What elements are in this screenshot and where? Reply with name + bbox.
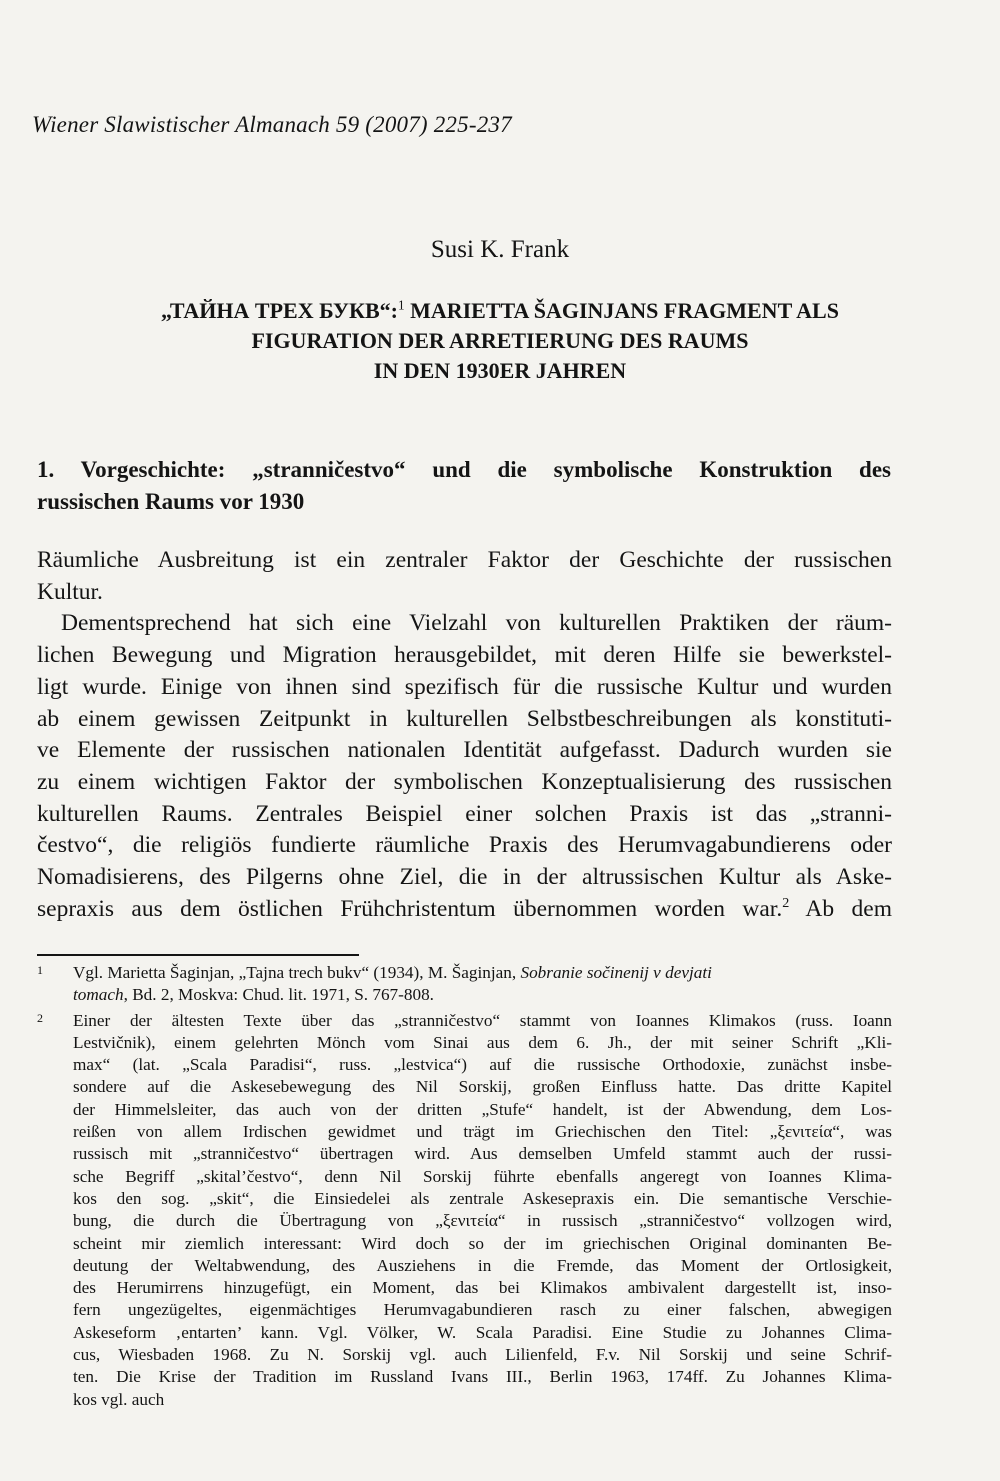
footnote-ref-1[interactable]: 1: [397, 297, 405, 313]
body-line: [37, 894, 892, 926]
body-line: Dementsprechend hat sich eine Vielzahl von kulturellen Praktiken der räum-: [61, 610, 892, 637]
footnote-line: [73, 962, 892, 984]
section-heading: [37, 454, 891, 518]
footnote-line: Askeseform ‚entarten’ kann. Vgl. Völker, W. Scala Paradisi. Eine Studie zu Johannes Clima-: [73, 1322, 892, 1342]
footnote-line: Einer der ältesten Texte über das „stranničestvo“ stammt von Ioannes Klimakos (russ. Ioann: [73, 1010, 892, 1030]
footnote-line: deutung der Weltabwendung, des Ausziehens in die Fremde, das Moment der Ortlosigkeit,: [73, 1255, 892, 1275]
journal-header: Wiener Slawistischer Almanach 59 (2007) 225-237: [32, 112, 512, 137]
footnote-line: [73, 984, 892, 1006]
footnote-line: russisch mit „stranničestvo“ übertragen wird. Aus demselben Umfeld stammt auch der russi-: [73, 1144, 892, 1164]
footnote-separator: [37, 954, 359, 956]
footnote-line: Lestvičnik), einem gelehrten Mönch vom Sinai aus dem 6. Jh., der mit seiner Schrift „Kli-: [73, 1032, 892, 1052]
body-line: ve Elemente der russischen nationalen Identität aufgefasst. Dadurch wurden sie: [37, 737, 892, 764]
body-line: čestvo“, die religiös fundierte räumliche Praxis des Herumvagabundierens oder: [37, 832, 892, 859]
footnote-line: cus, Wiesbaden 1968. Zu N. Sorskij vgl. auch Lilienfeld, F.v. Nil Sorskij und seine Schrif-: [73, 1345, 892, 1365]
title-text: „ТАЙНА ТРЕХ БУКВ“:: [161, 298, 398, 323]
body-line: Nomadisierens, des Pilgerns ohne Ziel, die in der altrussischen Kultur als Aske-: [37, 864, 892, 891]
footnote-ref-2[interactable]: 2: [782, 894, 790, 911]
footnote-italic-text: Sobranie sočinenij v devjati: [520, 963, 712, 982]
footnote-line: scheint mir ziemlich interessant: Wird doch so der im griechischen Original dominanten Be-: [73, 1233, 892, 1253]
body-text-segment: Ab dem: [789, 895, 892, 922]
footnote-line: max“ (lat. „Scala Paradisi“, russ. „lestvica“) auf die russische Orthodoxie, zunächst insbe-: [73, 1055, 892, 1075]
section-heading-line-1: 1. Vorgeschichte: „stranničestvo“ und die symbolische Konstruktion des: [37, 457, 891, 482]
footnote-number: 1: [37, 963, 43, 977]
footnote-line: sondere auf die Askesebewegung des Nil Sorskij, großen Einfluss hatte. Das dritte Kapitel: [73, 1077, 892, 1097]
title-line-2: FIGURATION DER ARRETIERUNG DES RAUMS: [251, 328, 749, 353]
author-name: Susi K. Frank: [430, 236, 570, 263]
footnote-2: [37, 1010, 892, 1411]
footnote-line: des Herumirrens hinzugefügt, ein Moment, das bei Klimakos ambivalent dargestellt ist, inso-: [73, 1278, 892, 1298]
body-text-segment: sepraxis aus dem östlichen Frühchristentum übernommen worden war.: [37, 895, 783, 922]
footnote-line: bung, die durch die Übertragung von „ξενιτεία“ in russisch „stranničestvo“ vollzogen wird,: [73, 1211, 892, 1231]
footnote-text: Vgl. Marietta Šaginjan, „Tajna trech bukv“ (1934), M. Šaginjan,: [73, 963, 521, 982]
article-title: [0, 296, 1000, 386]
title-text: MARIETTA ŠAGINJANS FRAGMENT ALS: [404, 298, 839, 323]
title-line-1: [0, 296, 1000, 326]
body-line: Räumliche Ausbreitung ist ein zentraler Faktor der Geschichte der russischen: [37, 547, 892, 573]
footnote-line: kos den sog. „skit“, die Einsiedelei als zentrale Askesepraxis ein. Die semantische Verschie-: [73, 1188, 892, 1208]
footnote-line: fern ungezügeltes, eigenmächtiges Herumvagabundieren rasch zu einer falschen, abwegigen: [73, 1300, 892, 1320]
footnotes: [37, 962, 892, 1411]
body-line: ab einem gewissen Zeitpunkt in kulturellen Selbstbeschreibungen als konstituti-: [37, 705, 892, 732]
footnote-line: der Himmelsleiter, das auch von der dritten „Stufe“ handelt, ist der Abwendung, dem Los-: [73, 1099, 892, 1119]
footnote-line: ten. Die Krise der Tradition im Russland Ivans III., Berlin 1963, 174ff. Zu Johannes Klima-: [73, 1367, 892, 1387]
body-line: kulturellen Raums. Zentrales Beispiel einer solchen Praxis ist das „stranni-: [37, 800, 892, 827]
footnote-italic-text: tomach: [73, 985, 124, 1005]
footnote-line: reißen von allem Irdischen gewidmet und trägt im Griechischen den Titel: „ξενιτεία“, was: [73, 1122, 892, 1142]
body-text: [37, 545, 892, 925]
footnote-1: [37, 962, 892, 1007]
footnote-number: 2: [37, 1010, 43, 1025]
body-line: lichen Bewegung und Migration herausgebildet, mit deren Hilfe sie bewerkstel-: [37, 642, 892, 669]
footnote-line: kos vgl. auch: [73, 1389, 165, 1409]
title-line-3: IN DEN 1930ER JAHREN: [373, 358, 627, 383]
footnote-line: sche Begriff „skital’čestvo“, denn Nil Sorskij führte ebenfalls angeregt von Ioannes Klima-: [73, 1166, 892, 1186]
body-line: Kultur.: [37, 578, 103, 605]
body-line: ligt wurde. Einige von ihnen sind spezifisch für die russische Kultur und wurden: [37, 673, 892, 700]
footnote-text: , Bd. 2, Moskva: Chud. lit. 1971, S. 767-808.: [123, 985, 434, 1005]
section-heading-line-2: russischen Raums vor 1930: [37, 489, 305, 514]
body-line: zu einem wichtigen Faktor der symbolischen Konzeptualisierung des russischen: [37, 768, 892, 795]
